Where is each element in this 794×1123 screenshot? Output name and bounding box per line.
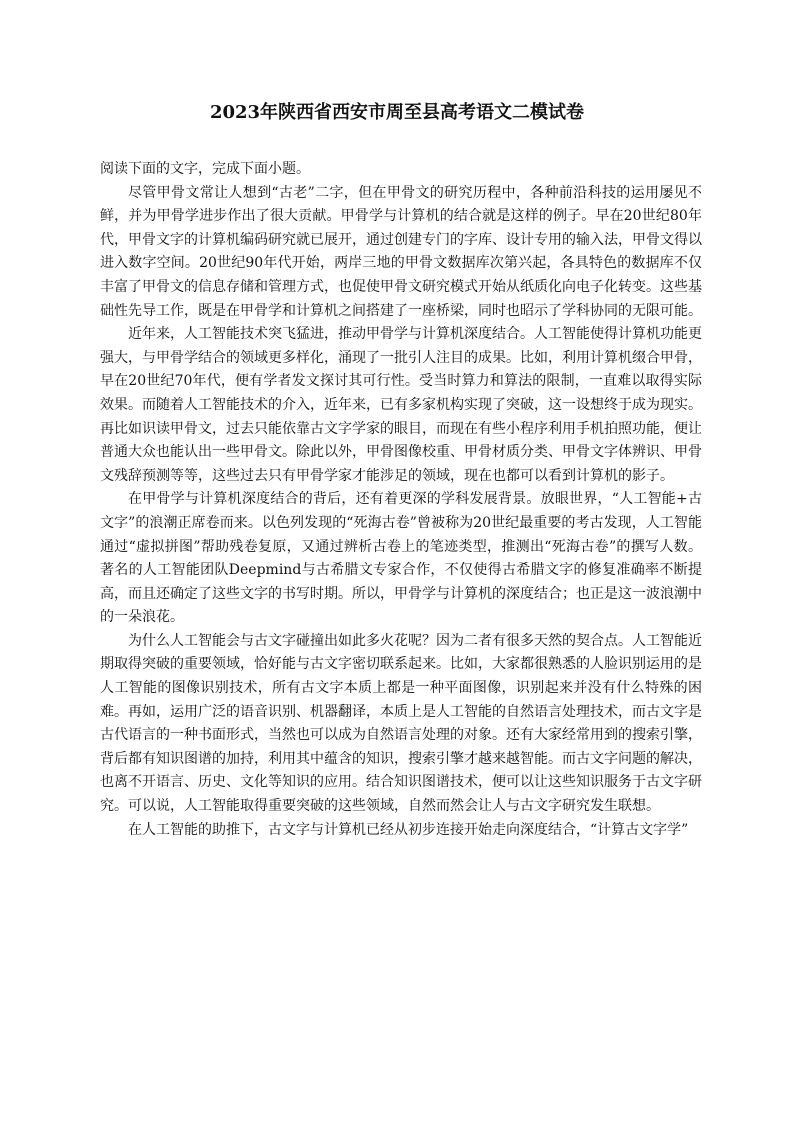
paragraph-4: 为什么人工智能会与古文字碰撞出如此多火花呢？因为二者有很多天然的契合点。人工智能近期取得突破的重要领域，恰好能与古文字密切联系起来。比如，大家都很熟悉的人脸识别运用的是人工智能的图像识别技术，所有古文字本质上都是一种平面图像，识别起来并没有什么特殊的困难。再如，运用广泛的语音识别、机器翻译，本质上是人工智能的自然语言处理技术，而古文字是古代语言的一种书面形式，当然也可以成为自然语言处理的对象。还有大家经常用到的搜索引擎，背后都有知识图谱的加持，利用其中蕴含的知识，搜索引擎才越来越智能。而古文字问题的解决，也离不开语言、历史、文化等知识的应用。结合知识图谱技术，便可以让这些知识服务于古文字研究。可以说，人工智能取得重要突破的这些领域，自然而然会让人与古文字研究发生联想。 [100, 632, 702, 815]
paragraph-3: 在甲骨学与计算机深度结合的背后，还有着更深的学科发展背景。放眼世界，“人工智能+古文字”的浪潮正席卷而来。以色列发现的“死海古卷”曾被称为20世纪最重要的考古发现，人工智能通过“虚拟拼图”帮助残卷复原，又通过辨析古卷上的笔迹类型，推测出“死海古卷”的撰写人数。著名的人工智能团队Deepmind与古希腊文专家合作，不仅使得古希腊文字的修复准确率不断提高，而且还确定了这些文字的书写时期。所以，甲骨学与计算机的深度结合；也正是这一波浪潮中的一朵浪花。 [100, 491, 702, 626]
page-title: 2023年陕西省西安市周至县高考语文二模试卷 [209, 102, 585, 123]
document-body [100, 158, 702, 842]
reading-instruction: 阅读下面的文字，完成下面小题。 [100, 161, 310, 177]
paragraph-2: 近年来，人工智能技术突飞猛进，推动甲骨学与计算机深度结合。人工智能使得计算机功能更强大，与甲骨学结合的领域更多样化，涌现了一批引人注目的成果。比如，利用计算机缀合甲骨，早在20世纪70年代，便有学者发文探讨其可行性。受当时算力和算法的限制，一直难以取得实际效果。而随着人工智能技术的介入，近年来，已有多家机构实现了突破，这一设想终于成为现实。再比如识读甲骨文，过去只能依靠古文字学家的眼目，而现在有些小程序利用手机拍照功能，便让普通大众也能认出一些甲骨文。除此以外，甲骨图像校重、甲骨材质分类、甲骨文字体辨识、甲骨文残辞预测等等，这些过去只有甲骨学家才能涉足的领域，现在也都可以看到计算机的影子。 [100, 326, 702, 484]
paragraph-5: 在人工智能的助推下，古文字与计算机已经从初步连接开始走向深度结合，“计算古文字学” [128, 821, 689, 838]
paragraph-1: 尽管甲骨文常让人想到“古老”二字，但在甲骨文的研究历程中，各种前沿科技的运用屡见不鲜，并为甲骨学进步作出了很大贡献。甲骨学与计算机的结合就是这样的例子。早在20世纪80年代，甲骨文字的计算机编码研究就已展开，通过创建专门的字库、设计专用的输入法，甲骨文得以进入数字空间。20世纪90年代开始，两岸三地的甲骨文数据库次第兴起，各具特色的数据库不仅丰富了甲骨文的信息存储和管理方式，也促使甲骨文研究模式开始从纸质化向电子化转变。这些基础性先导工作，既是在甲骨学和计算机之间搭建了一座桥梁，同时也昭示了学科协同的无限可能。 [100, 184, 702, 319]
